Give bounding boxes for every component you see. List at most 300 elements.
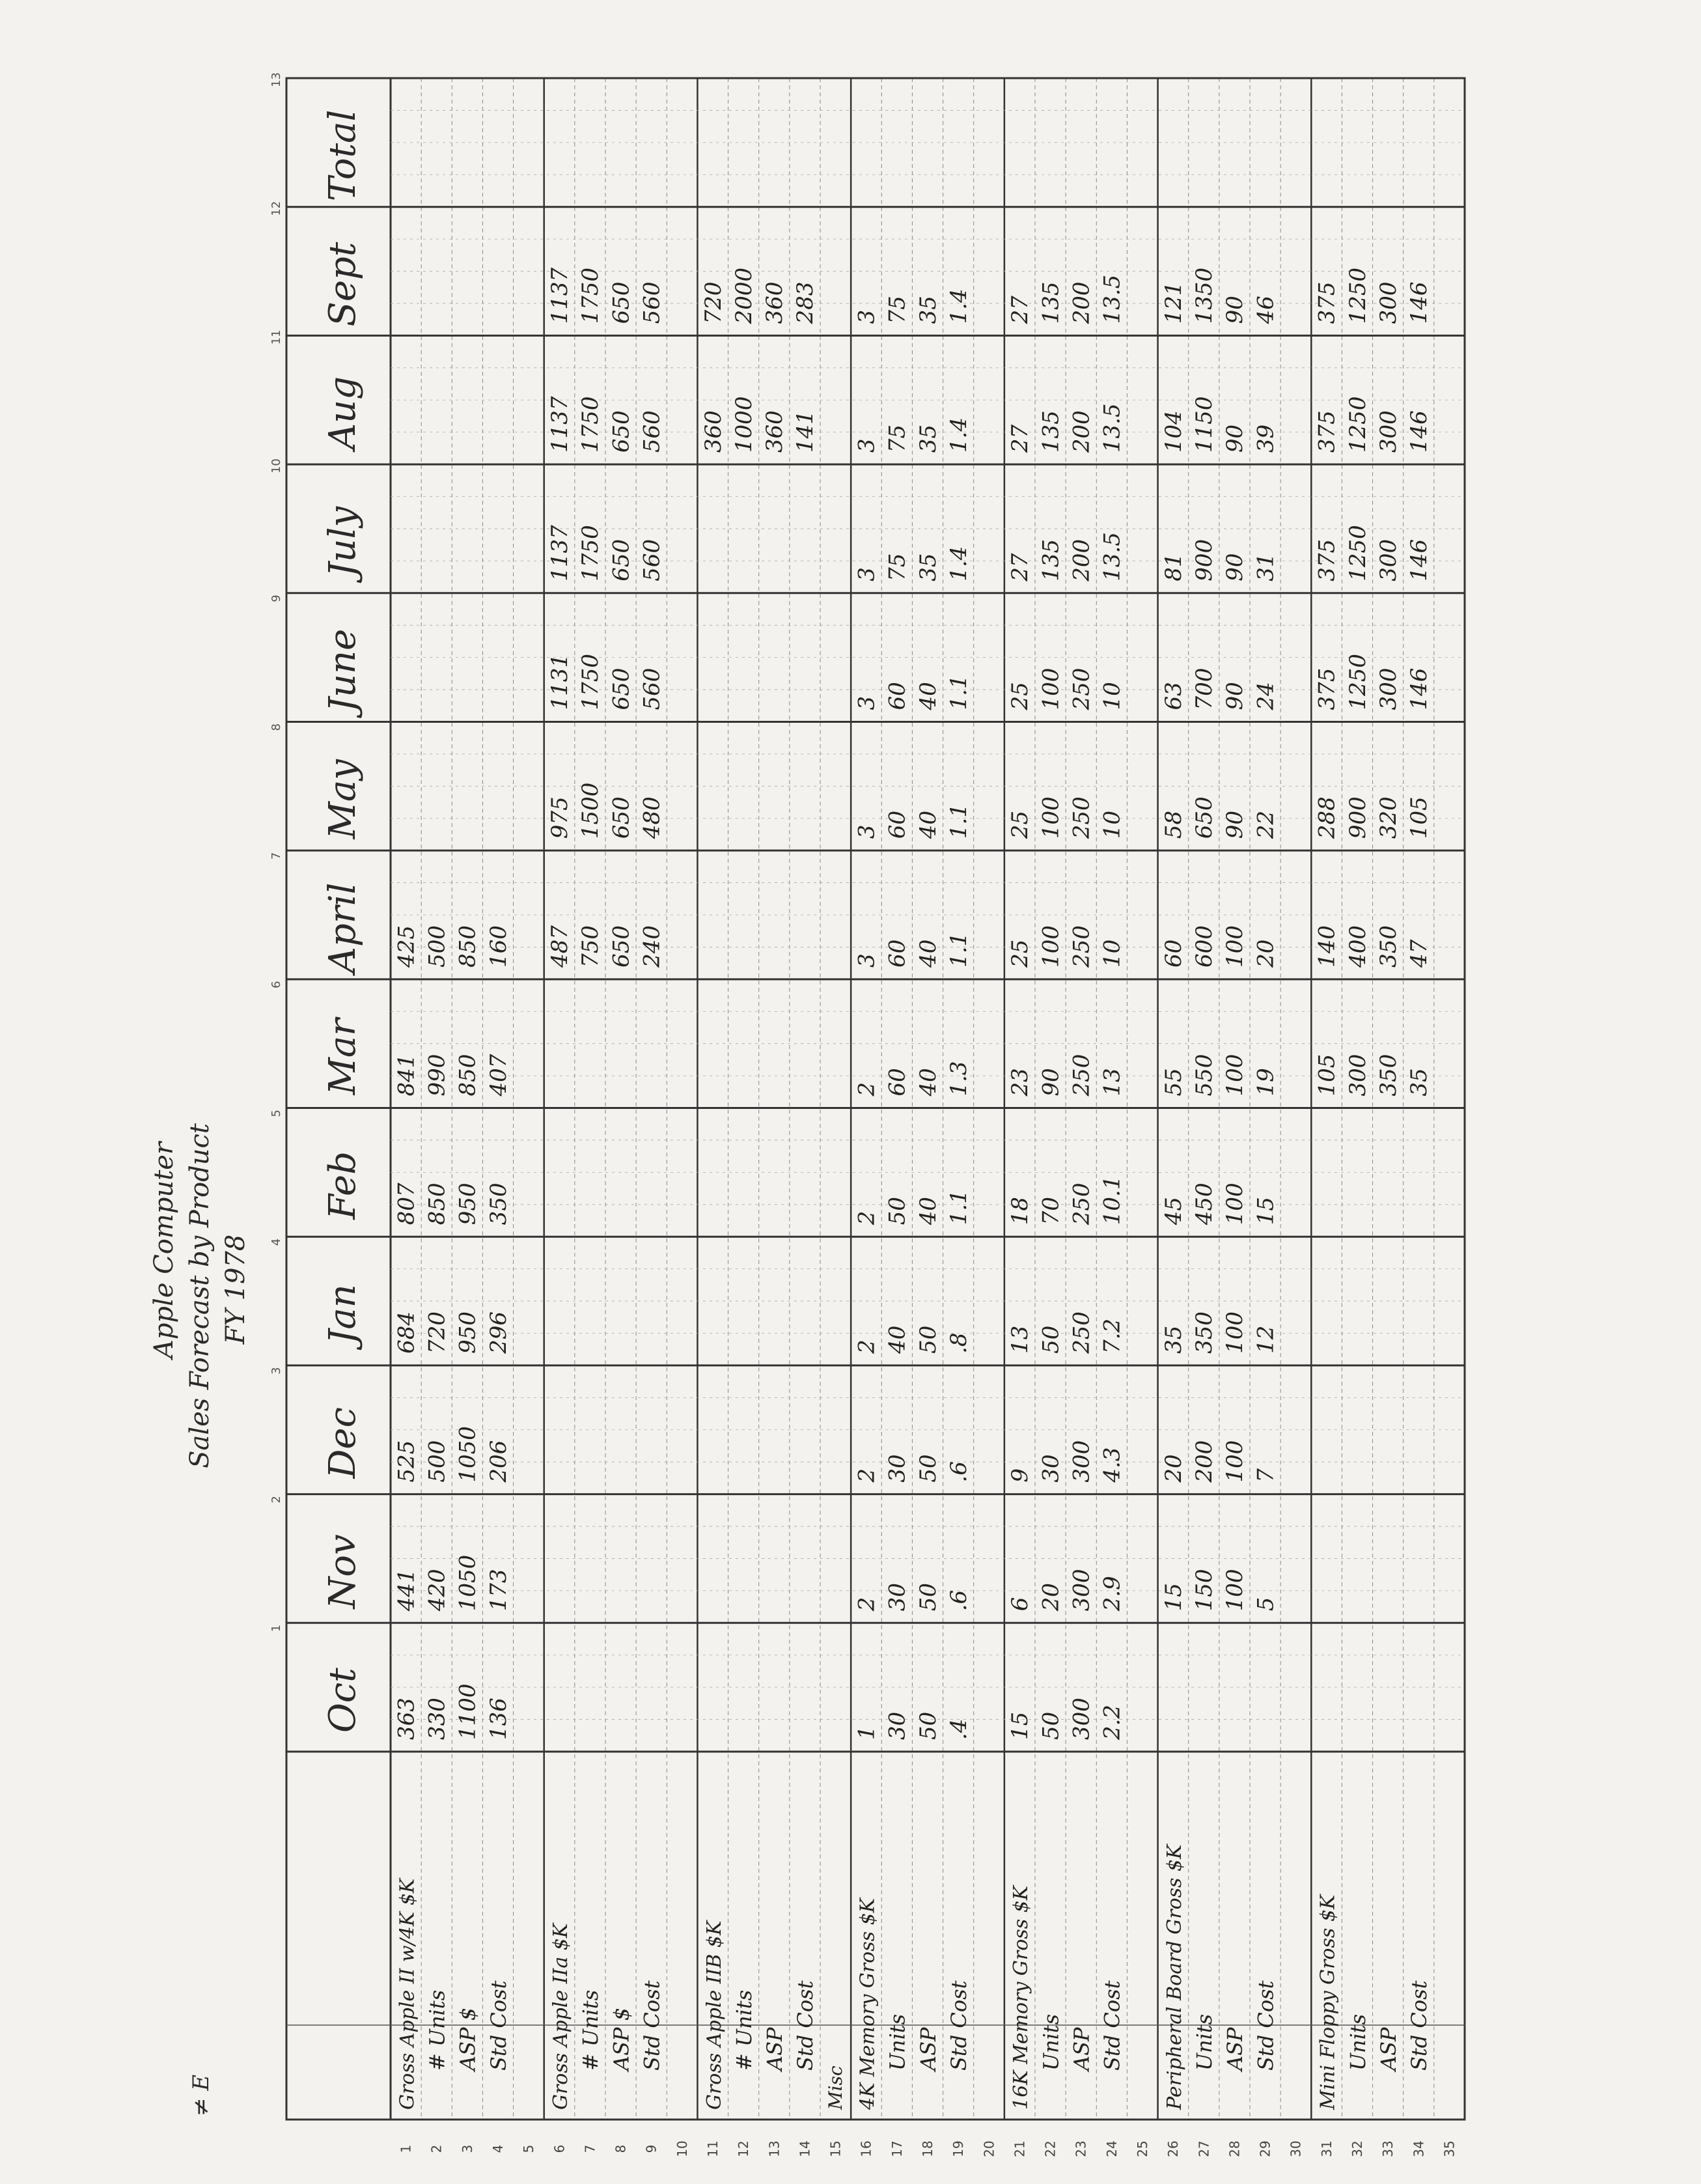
cell-value: 70 bbox=[1038, 1196, 1064, 1225]
row-number: 14 bbox=[797, 2140, 813, 2157]
cell-value: 1050 bbox=[454, 1426, 481, 1483]
cell-value: 300 bbox=[1068, 1440, 1095, 1483]
row-label: Std Cost bbox=[1099, 1980, 1125, 2071]
row-label: Gross Apple IIB $K bbox=[702, 1920, 726, 2110]
cell-value: 90 bbox=[1222, 810, 1249, 839]
row-label: Std Cost bbox=[486, 1980, 511, 2071]
cell-value: 850 bbox=[424, 1183, 450, 1225]
row-number: 17 bbox=[889, 2140, 905, 2157]
cell-value: 7 bbox=[1252, 1468, 1279, 1483]
row-label: ASP bbox=[1069, 2027, 1094, 2071]
cell-value: 18 bbox=[1007, 1196, 1034, 1225]
cell-value: 450 bbox=[1191, 1183, 1218, 1225]
cell-value: 650 bbox=[608, 925, 635, 968]
cell-value: 425 bbox=[393, 925, 420, 968]
row-number: 26 bbox=[1165, 2140, 1182, 2157]
cell-value: 300 bbox=[1068, 1698, 1095, 1740]
row-number: 23 bbox=[1073, 2140, 1089, 2157]
cell-value: 240 bbox=[639, 925, 665, 968]
cell-value: 24 bbox=[1252, 682, 1279, 710]
cell-value: 135 bbox=[1038, 539, 1064, 581]
cell-value: 60 bbox=[884, 939, 911, 968]
cell-value: 150 bbox=[1191, 1569, 1218, 1612]
cell-value: 13 bbox=[1099, 1068, 1126, 1097]
cell-value: 3 bbox=[853, 953, 880, 968]
cell-value: 15 bbox=[1160, 1583, 1187, 1612]
cell-value: 950 bbox=[454, 1183, 481, 1225]
column-number: 3 bbox=[270, 1367, 283, 1375]
row-number: 15 bbox=[827, 2140, 844, 2157]
cell-value: 4.3 bbox=[1099, 1447, 1126, 1483]
cell-value: 250 bbox=[1068, 1311, 1095, 1354]
cell-value: 90 bbox=[1222, 553, 1249, 581]
cell-value: 1137 bbox=[547, 267, 574, 324]
cell-value: 10 bbox=[1099, 939, 1126, 968]
cell-value: 200 bbox=[1068, 410, 1095, 453]
month-header-dec: Dec bbox=[322, 1407, 364, 1479]
cell-value: 1750 bbox=[577, 267, 604, 324]
cell-value: 2 bbox=[853, 1468, 880, 1483]
cell-value: 30 bbox=[884, 1711, 911, 1740]
cell-value: 1750 bbox=[577, 396, 604, 453]
cell-value: 2 bbox=[853, 1082, 880, 1097]
cell-value: 950 bbox=[454, 1311, 481, 1354]
cell-value: 560 bbox=[639, 410, 665, 453]
column-number: 4 bbox=[270, 1238, 283, 1246]
cell-value: 10.1 bbox=[1099, 1175, 1126, 1225]
row-label: 16K Memory Gross $K bbox=[1010, 1885, 1033, 2110]
cell-value: 1.4 bbox=[945, 546, 972, 581]
cell-value: 720 bbox=[424, 1311, 450, 1354]
cell-value: 1750 bbox=[577, 653, 604, 710]
cell-value: .6 bbox=[945, 1589, 972, 1612]
cell-value: 1 bbox=[853, 1726, 880, 1740]
cell-value: 350 bbox=[1375, 1054, 1402, 1097]
cell-value: 500 bbox=[424, 925, 450, 968]
cell-value: 206 bbox=[485, 1440, 512, 1483]
row-label: ASP $ bbox=[609, 2007, 634, 2071]
cell-value: 30 bbox=[884, 1454, 911, 1483]
cell-value: 146 bbox=[1406, 539, 1433, 581]
row-number: 22 bbox=[1042, 2140, 1058, 2157]
row-label: ASP bbox=[915, 2027, 941, 2071]
cell-value: 975 bbox=[547, 796, 574, 839]
cell-value: 350 bbox=[1191, 1311, 1218, 1354]
row-number: 27 bbox=[1196, 2140, 1212, 2157]
cell-value: 75 bbox=[884, 424, 911, 453]
cell-value: 6 bbox=[1007, 1597, 1034, 1612]
cell-value: 250 bbox=[1068, 1054, 1095, 1097]
cell-value: 288 bbox=[1314, 796, 1340, 839]
row-number: 10 bbox=[674, 2140, 690, 2157]
cell-value: 1250 bbox=[1344, 653, 1371, 710]
month-header-total: Total bbox=[322, 109, 364, 202]
cell-value: 35 bbox=[1160, 1325, 1187, 1354]
cell-value: 40 bbox=[915, 939, 941, 968]
cell-value: 650 bbox=[608, 667, 635, 710]
row-number: 34 bbox=[1411, 2140, 1427, 2157]
cell-value: 807 bbox=[393, 1183, 420, 1225]
cell-value: 300 bbox=[1344, 1054, 1371, 1097]
cell-value: 330 bbox=[424, 1698, 450, 1740]
cell-value: 1137 bbox=[547, 396, 574, 453]
cell-value: 2.9 bbox=[1099, 1576, 1126, 1612]
cell-value: 63 bbox=[1160, 682, 1187, 710]
cell-value: 146 bbox=[1406, 667, 1433, 710]
row-number: 30 bbox=[1288, 2140, 1304, 2157]
cell-value: .6 bbox=[945, 1461, 972, 1483]
cell-value: 31 bbox=[1252, 553, 1279, 581]
cell-value: 46 bbox=[1252, 296, 1279, 324]
row-number: 11 bbox=[705, 2140, 721, 2157]
cell-value: 650 bbox=[608, 796, 635, 839]
cell-value: .8 bbox=[945, 1332, 972, 1354]
cell-value: 40 bbox=[915, 1196, 941, 1225]
cell-value: 50 bbox=[884, 1196, 911, 1225]
cell-value: 105 bbox=[1314, 1054, 1340, 1097]
cell-value: 40 bbox=[915, 1068, 941, 1097]
cell-value: 100 bbox=[1038, 667, 1064, 710]
row-number: 35 bbox=[1441, 2140, 1458, 2157]
cell-value: 121 bbox=[1160, 281, 1187, 324]
cell-value: 3 bbox=[853, 824, 880, 839]
cell-value: 27 bbox=[1007, 296, 1034, 324]
cell-value: 650 bbox=[608, 410, 635, 453]
cell-value: 146 bbox=[1406, 281, 1433, 324]
cell-value: 300 bbox=[1375, 410, 1402, 453]
row-label: ASP bbox=[1223, 2027, 1248, 2071]
cell-value: 2 bbox=[853, 1597, 880, 1612]
cell-value: 560 bbox=[639, 667, 665, 710]
cell-value: 27 bbox=[1007, 424, 1034, 453]
cell-value: 375 bbox=[1314, 281, 1340, 324]
cell-value: 20 bbox=[1038, 1583, 1064, 1612]
cell-value: 40 bbox=[915, 682, 941, 710]
cell-value: 650 bbox=[608, 539, 635, 581]
cell-value: 135 bbox=[1038, 281, 1064, 324]
cell-value: 700 bbox=[1191, 667, 1218, 710]
column-number: 1 bbox=[270, 1624, 283, 1632]
row-number: 7 bbox=[582, 2144, 598, 2153]
cell-value: 1.1 bbox=[945, 804, 972, 839]
row-label: Std Cost bbox=[793, 1980, 818, 2071]
month-header-mar: Mar bbox=[322, 1018, 364, 1095]
row-number: 5 bbox=[521, 2144, 537, 2153]
cell-value: 58 bbox=[1160, 810, 1187, 839]
cell-value: 27 bbox=[1007, 553, 1034, 581]
column-number: 9 bbox=[270, 595, 283, 602]
cell-value: 160 bbox=[485, 925, 512, 968]
cell-value: 300 bbox=[1375, 539, 1402, 581]
column-number: 6 bbox=[270, 981, 283, 988]
cell-value: 1350 bbox=[1191, 267, 1218, 324]
cell-value: 100 bbox=[1222, 1440, 1249, 1483]
row-number: 9 bbox=[643, 2144, 659, 2153]
cell-value: 296 bbox=[485, 1311, 512, 1354]
cell-value: 1250 bbox=[1344, 396, 1371, 453]
cell-value: 990 bbox=[424, 1054, 450, 1097]
cell-value: 350 bbox=[1375, 925, 1402, 968]
row-number: 33 bbox=[1380, 2140, 1396, 2157]
cell-value: 900 bbox=[1191, 539, 1218, 581]
cell-value: 20 bbox=[1252, 939, 1279, 968]
cell-value: 1.1 bbox=[945, 1190, 972, 1225]
cell-value: 350 bbox=[485, 1183, 512, 1225]
cell-value: 50 bbox=[1038, 1711, 1064, 1740]
cell-value: 407 bbox=[485, 1054, 512, 1097]
cell-value: 250 bbox=[1068, 925, 1095, 968]
cell-value: 1.3 bbox=[945, 1061, 972, 1097]
cell-value: 1131 bbox=[547, 653, 574, 710]
month-header-april: April bbox=[322, 882, 364, 973]
cell-value: 841 bbox=[393, 1054, 420, 1097]
cell-value: 13.5 bbox=[1099, 403, 1126, 453]
cell-value: 55 bbox=[1160, 1068, 1187, 1097]
cell-value: 50 bbox=[915, 1583, 941, 1612]
cell-value: 100 bbox=[1222, 1054, 1249, 1097]
cell-value: 1050 bbox=[454, 1554, 481, 1612]
cell-value: 50 bbox=[1038, 1325, 1064, 1354]
cell-value: 487 bbox=[547, 925, 574, 968]
row-label: Units bbox=[1192, 2013, 1217, 2071]
row-label: # Units bbox=[731, 1989, 756, 2071]
month-header-may: May bbox=[322, 759, 364, 839]
cell-value: 250 bbox=[1068, 1183, 1095, 1225]
cell-value: 100 bbox=[1222, 1311, 1249, 1354]
row-label: Peripheral Board Gross $K bbox=[1163, 1844, 1186, 2110]
cell-value: 47 bbox=[1406, 939, 1433, 968]
row-label: ASP bbox=[762, 2027, 788, 2071]
cell-value: 13 bbox=[1007, 1325, 1034, 1354]
cell-value: 560 bbox=[639, 281, 665, 324]
cell-value: 283 bbox=[792, 281, 819, 324]
cell-value: 3 bbox=[853, 309, 880, 324]
cell-value: 100 bbox=[1038, 796, 1064, 839]
row-label: Units bbox=[1345, 2013, 1370, 2071]
cell-value: 480 bbox=[639, 796, 665, 839]
row-label: # Units bbox=[424, 1989, 450, 2071]
cell-value: 3 bbox=[853, 695, 880, 710]
cell-value: 400 bbox=[1344, 925, 1371, 968]
column-number: 12 bbox=[270, 201, 283, 216]
row-label: Std Cost bbox=[639, 1980, 665, 2071]
cell-value: 300 bbox=[1375, 667, 1402, 710]
row-number: 18 bbox=[920, 2140, 935, 2157]
cell-value: 13.5 bbox=[1099, 532, 1126, 581]
cell-value: 23 bbox=[1007, 1068, 1034, 1097]
cell-value: 90 bbox=[1222, 424, 1249, 453]
cell-value: 1.1 bbox=[945, 932, 972, 968]
column-number: 13 bbox=[270, 72, 283, 87]
row-label: ASP $ bbox=[455, 2007, 480, 2071]
cell-value: 1150 bbox=[1191, 396, 1218, 453]
cell-value: 500 bbox=[424, 1440, 450, 1483]
cell-value: 60 bbox=[884, 810, 911, 839]
cell-value: 320 bbox=[1375, 796, 1402, 839]
cell-value: 1250 bbox=[1344, 525, 1371, 581]
row-number: 16 bbox=[858, 2140, 874, 2157]
cell-value: 2.2 bbox=[1099, 1704, 1126, 1740]
cell-value: 25 bbox=[1007, 939, 1034, 968]
cell-value: 2 bbox=[853, 1211, 880, 1225]
column-number: 11 bbox=[270, 329, 283, 345]
cell-value: 2000 bbox=[730, 267, 757, 324]
cell-value: 25 bbox=[1007, 810, 1034, 839]
row-number: 13 bbox=[766, 2140, 782, 2157]
month-header-july: July bbox=[322, 506, 364, 577]
cell-value: 600 bbox=[1191, 925, 1218, 968]
cell-value: 60 bbox=[884, 1068, 911, 1097]
cell-value: 173 bbox=[485, 1569, 512, 1612]
row-number: 24 bbox=[1103, 2140, 1120, 2157]
cell-value: 550 bbox=[1191, 1054, 1218, 1097]
row-number: 2 bbox=[428, 2144, 445, 2153]
cell-value: 1.4 bbox=[945, 417, 972, 453]
cell-value: 35 bbox=[915, 424, 941, 453]
column-number: 7 bbox=[270, 852, 283, 860]
cell-value: 1137 bbox=[547, 525, 574, 581]
cell-value: 136 bbox=[485, 1698, 512, 1740]
cell-value: 650 bbox=[1191, 796, 1218, 839]
cell-value: 375 bbox=[1314, 667, 1340, 710]
row-number: 8 bbox=[613, 2144, 629, 2153]
cell-value: 525 bbox=[393, 1440, 420, 1483]
cell-value: 420 bbox=[424, 1569, 450, 1612]
cell-value: 15 bbox=[1007, 1711, 1034, 1740]
cell-value: 40 bbox=[915, 810, 941, 839]
row-number: 4 bbox=[490, 2144, 506, 2153]
cell-value: 50 bbox=[915, 1325, 941, 1354]
title-line-2: Sales Forecast by Product bbox=[185, 1123, 215, 1468]
row-number: 3 bbox=[459, 2144, 475, 2153]
row-number: 25 bbox=[1135, 2140, 1150, 2157]
cell-value: 40 bbox=[884, 1325, 911, 1354]
cell-value: 5 bbox=[1252, 1597, 1279, 1612]
cell-value: 39 bbox=[1252, 424, 1279, 453]
column-number: 8 bbox=[270, 723, 283, 731]
month-header-june: June bbox=[322, 628, 364, 712]
cell-value: 90 bbox=[1038, 1068, 1064, 1097]
cell-value: 22 bbox=[1252, 810, 1279, 839]
cell-value: 100 bbox=[1222, 925, 1249, 968]
row-number: 1 bbox=[398, 2144, 414, 2153]
row-number: 29 bbox=[1257, 2140, 1273, 2157]
column-number: 10 bbox=[270, 458, 283, 474]
cell-value: 1500 bbox=[577, 782, 604, 839]
cell-value: 90 bbox=[1222, 682, 1249, 710]
cell-value: 9 bbox=[1007, 1468, 1034, 1483]
month-header-feb: Feb bbox=[322, 1151, 364, 1220]
title-line-3: FY 1978 bbox=[221, 1234, 251, 1345]
cell-value: 15 bbox=[1252, 1196, 1279, 1225]
cell-value: 360 bbox=[700, 410, 726, 453]
row-label: Mini Floppy Gross $K bbox=[1316, 1894, 1340, 2110]
cell-value: 1.1 bbox=[945, 675, 972, 710]
row-label: Std Cost bbox=[946, 1980, 971, 2071]
month-header-oct: Oct bbox=[322, 1668, 364, 1733]
cell-value: 19 bbox=[1252, 1068, 1279, 1097]
cell-value: 75 bbox=[884, 553, 911, 581]
cell-value: 146 bbox=[1406, 410, 1433, 453]
month-header-sept: Sept bbox=[322, 242, 364, 327]
cell-value: 100 bbox=[1222, 1569, 1249, 1612]
cell-value: 684 bbox=[393, 1311, 420, 1354]
cell-value: 375 bbox=[1314, 410, 1340, 453]
group-heading: Misc bbox=[825, 2065, 846, 2110]
row-label: Units bbox=[1038, 2013, 1064, 2071]
cell-value: 1250 bbox=[1344, 267, 1371, 324]
cell-value: 2 bbox=[853, 1339, 880, 1354]
cell-value: 10 bbox=[1099, 682, 1126, 710]
cell-value: 90 bbox=[1222, 296, 1249, 324]
column-number: 5 bbox=[270, 1110, 283, 1117]
cell-value: 135 bbox=[1038, 410, 1064, 453]
cell-value: 3 bbox=[853, 567, 880, 581]
row-label: # Units bbox=[578, 1989, 603, 2071]
cell-value: .4 bbox=[945, 1718, 972, 1740]
cell-value: 104 bbox=[1160, 410, 1187, 453]
cell-value: 13.5 bbox=[1099, 274, 1126, 324]
cell-value: 100 bbox=[1222, 1183, 1249, 1225]
month-header-nov: Nov bbox=[322, 1534, 364, 1609]
cell-value: 360 bbox=[762, 410, 788, 453]
cell-value: 720 bbox=[700, 281, 726, 324]
cell-value: 200 bbox=[1068, 281, 1095, 324]
cell-value: 1000 bbox=[730, 396, 757, 453]
row-label: ASP bbox=[1376, 2027, 1401, 2071]
cell-value: 30 bbox=[1038, 1454, 1064, 1483]
cell-value: 105 bbox=[1406, 796, 1433, 839]
cell-value: 1100 bbox=[454, 1683, 481, 1740]
cell-value: 50 bbox=[915, 1454, 941, 1483]
cell-value: 250 bbox=[1068, 667, 1095, 710]
row-number: 6 bbox=[551, 2144, 568, 2153]
month-header-jan: Jan bbox=[322, 1284, 364, 1345]
cell-value: 45 bbox=[1160, 1196, 1187, 1225]
row-number: 28 bbox=[1226, 2140, 1243, 2157]
row-number: 19 bbox=[950, 2140, 967, 2157]
row-number: 31 bbox=[1318, 2140, 1335, 2157]
cell-value: 850 bbox=[454, 1054, 481, 1097]
cell-value: 25 bbox=[1007, 682, 1034, 710]
cell-value: 750 bbox=[577, 925, 604, 968]
cell-value: 200 bbox=[1068, 539, 1095, 581]
corner-scribble: ≠ E bbox=[188, 2074, 214, 2116]
cell-value: 441 bbox=[393, 1569, 420, 1612]
row-label: Std Cost bbox=[1253, 1980, 1279, 2071]
cell-value: 375 bbox=[1314, 539, 1340, 581]
row-number: 32 bbox=[1349, 2140, 1365, 2157]
cell-value: 850 bbox=[454, 925, 481, 968]
cell-value: 30 bbox=[884, 1583, 911, 1612]
row-label: Std Cost bbox=[1407, 1980, 1432, 2071]
row-number: 21 bbox=[1012, 2140, 1028, 2157]
cell-value: 300 bbox=[1375, 281, 1402, 324]
cell-value: 360 bbox=[762, 281, 788, 324]
cell-value: 140 bbox=[1314, 925, 1340, 968]
row-number: 12 bbox=[736, 2140, 752, 2157]
cell-value: 60 bbox=[884, 682, 911, 710]
cell-value: 75 bbox=[884, 296, 911, 324]
cell-value: 3 bbox=[853, 438, 880, 453]
row-label: Gross Apple IIa $K bbox=[549, 1923, 573, 2110]
cell-value: 7.2 bbox=[1099, 1318, 1126, 1354]
cell-value: 250 bbox=[1068, 796, 1095, 839]
cell-value: 141 bbox=[792, 410, 819, 453]
cell-value: 1750 bbox=[577, 525, 604, 581]
cell-value: 20 bbox=[1160, 1454, 1187, 1483]
row-label: 4K Memory Gross $K bbox=[856, 1897, 879, 2110]
